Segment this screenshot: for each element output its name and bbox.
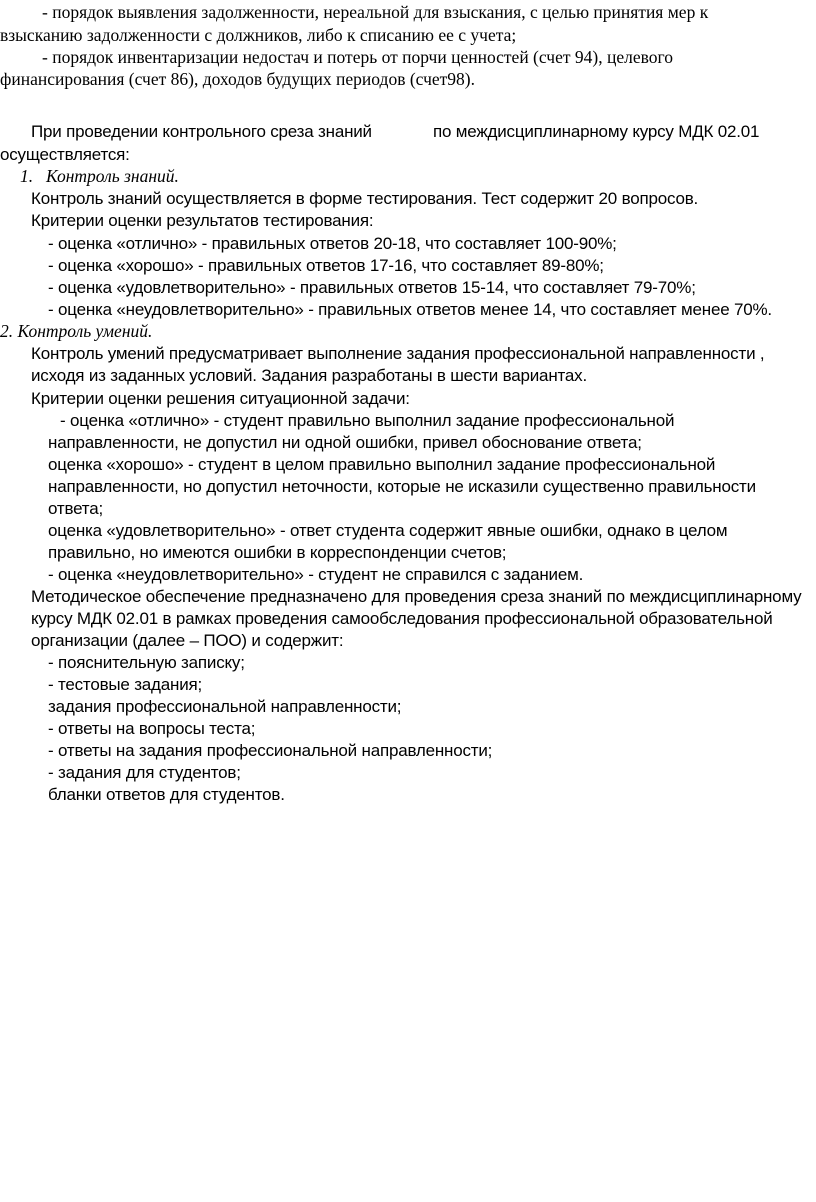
section-heading: Контроль знаний. bbox=[46, 166, 179, 186]
text-line: по междисциплинарному курсу МДК 02.01 bbox=[433, 122, 760, 141]
text-line: - оценка «неудовлетворительно» - правильных ответов менее 14, что составляет менее 70%. bbox=[48, 300, 772, 319]
text-line: правильно, но имеются ошибки в корреспонденции счетов; bbox=[48, 543, 507, 562]
list-item: - ответы на вопросы теста; bbox=[48, 719, 256, 738]
text-line: взысканию задолженности с должников, либо к списанию ее с учета; bbox=[0, 25, 517, 45]
list-item: бланки ответов для студентов. bbox=[48, 785, 285, 804]
text-line: - оценка «неудовлетворительно» - студент не справился с заданием. bbox=[48, 565, 584, 584]
text-line: - порядок выявления задолженности, нереальной для взыскания, с целью принятия мер к bbox=[42, 2, 709, 22]
text-line: - оценка «хорошо» - правильных ответов 17-16, что составляет 89-80%; bbox=[48, 256, 604, 275]
text-line: направленности, но допустил неточности, которые не исказили существенно правильности bbox=[48, 477, 756, 496]
text-line: курсу МДК 02.01 в рамках проведения самообследования профессиональной образовательной bbox=[31, 609, 773, 628]
text-line: направленности, не допустил ни одной ошибки, привел обоснование ответа; bbox=[48, 433, 642, 452]
list-item: - ответы на задания профессиональной направленности; bbox=[48, 741, 493, 760]
text-line: исходя из заданных условий. Задания разработаны в шести вариантах. bbox=[31, 366, 587, 385]
list-item: - пояснительную записку; bbox=[48, 653, 245, 672]
text-line: финансирования (счет 86), доходов будущих периодов (счет98). bbox=[0, 69, 475, 89]
text-line: - порядок инвентаризации недостач и потерь от порчи ценностей (счет 94), целевого bbox=[42, 47, 673, 67]
text-line: ответа; bbox=[48, 499, 103, 518]
text-line: Методическое обеспечение предназначено для проведения среза знаний по междисциплинарному bbox=[31, 587, 802, 606]
text-line: Контроль знаний осуществляется в форме тестирования. Тест содержит 20 вопросов. bbox=[31, 189, 699, 208]
list-number: 1. bbox=[20, 166, 34, 186]
text-line: - оценка «отлично» - студент правильно выполнил задание профессиональной bbox=[60, 411, 675, 430]
text-line: - оценка «отлично» - правильных ответов 20-18, что составляет 100-90%; bbox=[48, 234, 617, 253]
list-item: - тестовые задания; bbox=[48, 675, 203, 694]
text-line: Критерии оценки решения ситуационной задачи: bbox=[31, 389, 410, 408]
text-line: - оценка «удовлетворительно» - правильных ответов 15-14, что составляет 79-70%; bbox=[48, 278, 696, 297]
list-item: задания профессиональной направленности; bbox=[48, 697, 402, 716]
section-heading: 2. Контроль умений. bbox=[0, 321, 153, 341]
text-line: организации (далее – ПОО) и содержит: bbox=[31, 631, 344, 650]
text-line: оценка «удовлетворительно» - ответ студента содержит явные ошибки, однако в целом bbox=[48, 521, 728, 540]
text-line: Критерии оценки результатов тестирования: bbox=[31, 211, 374, 230]
text-line: осуществляется: bbox=[0, 145, 130, 164]
text-line: При проведении контрольного среза знаний bbox=[31, 122, 372, 141]
list-item: - задания для студентов; bbox=[48, 763, 241, 782]
text-line: Контроль умений предусматривает выполнение задания профессиональной направленности , bbox=[31, 344, 765, 363]
text-line: оценка «хорошо» - студент в целом правильно выполнил задание профессиональной bbox=[48, 455, 716, 474]
